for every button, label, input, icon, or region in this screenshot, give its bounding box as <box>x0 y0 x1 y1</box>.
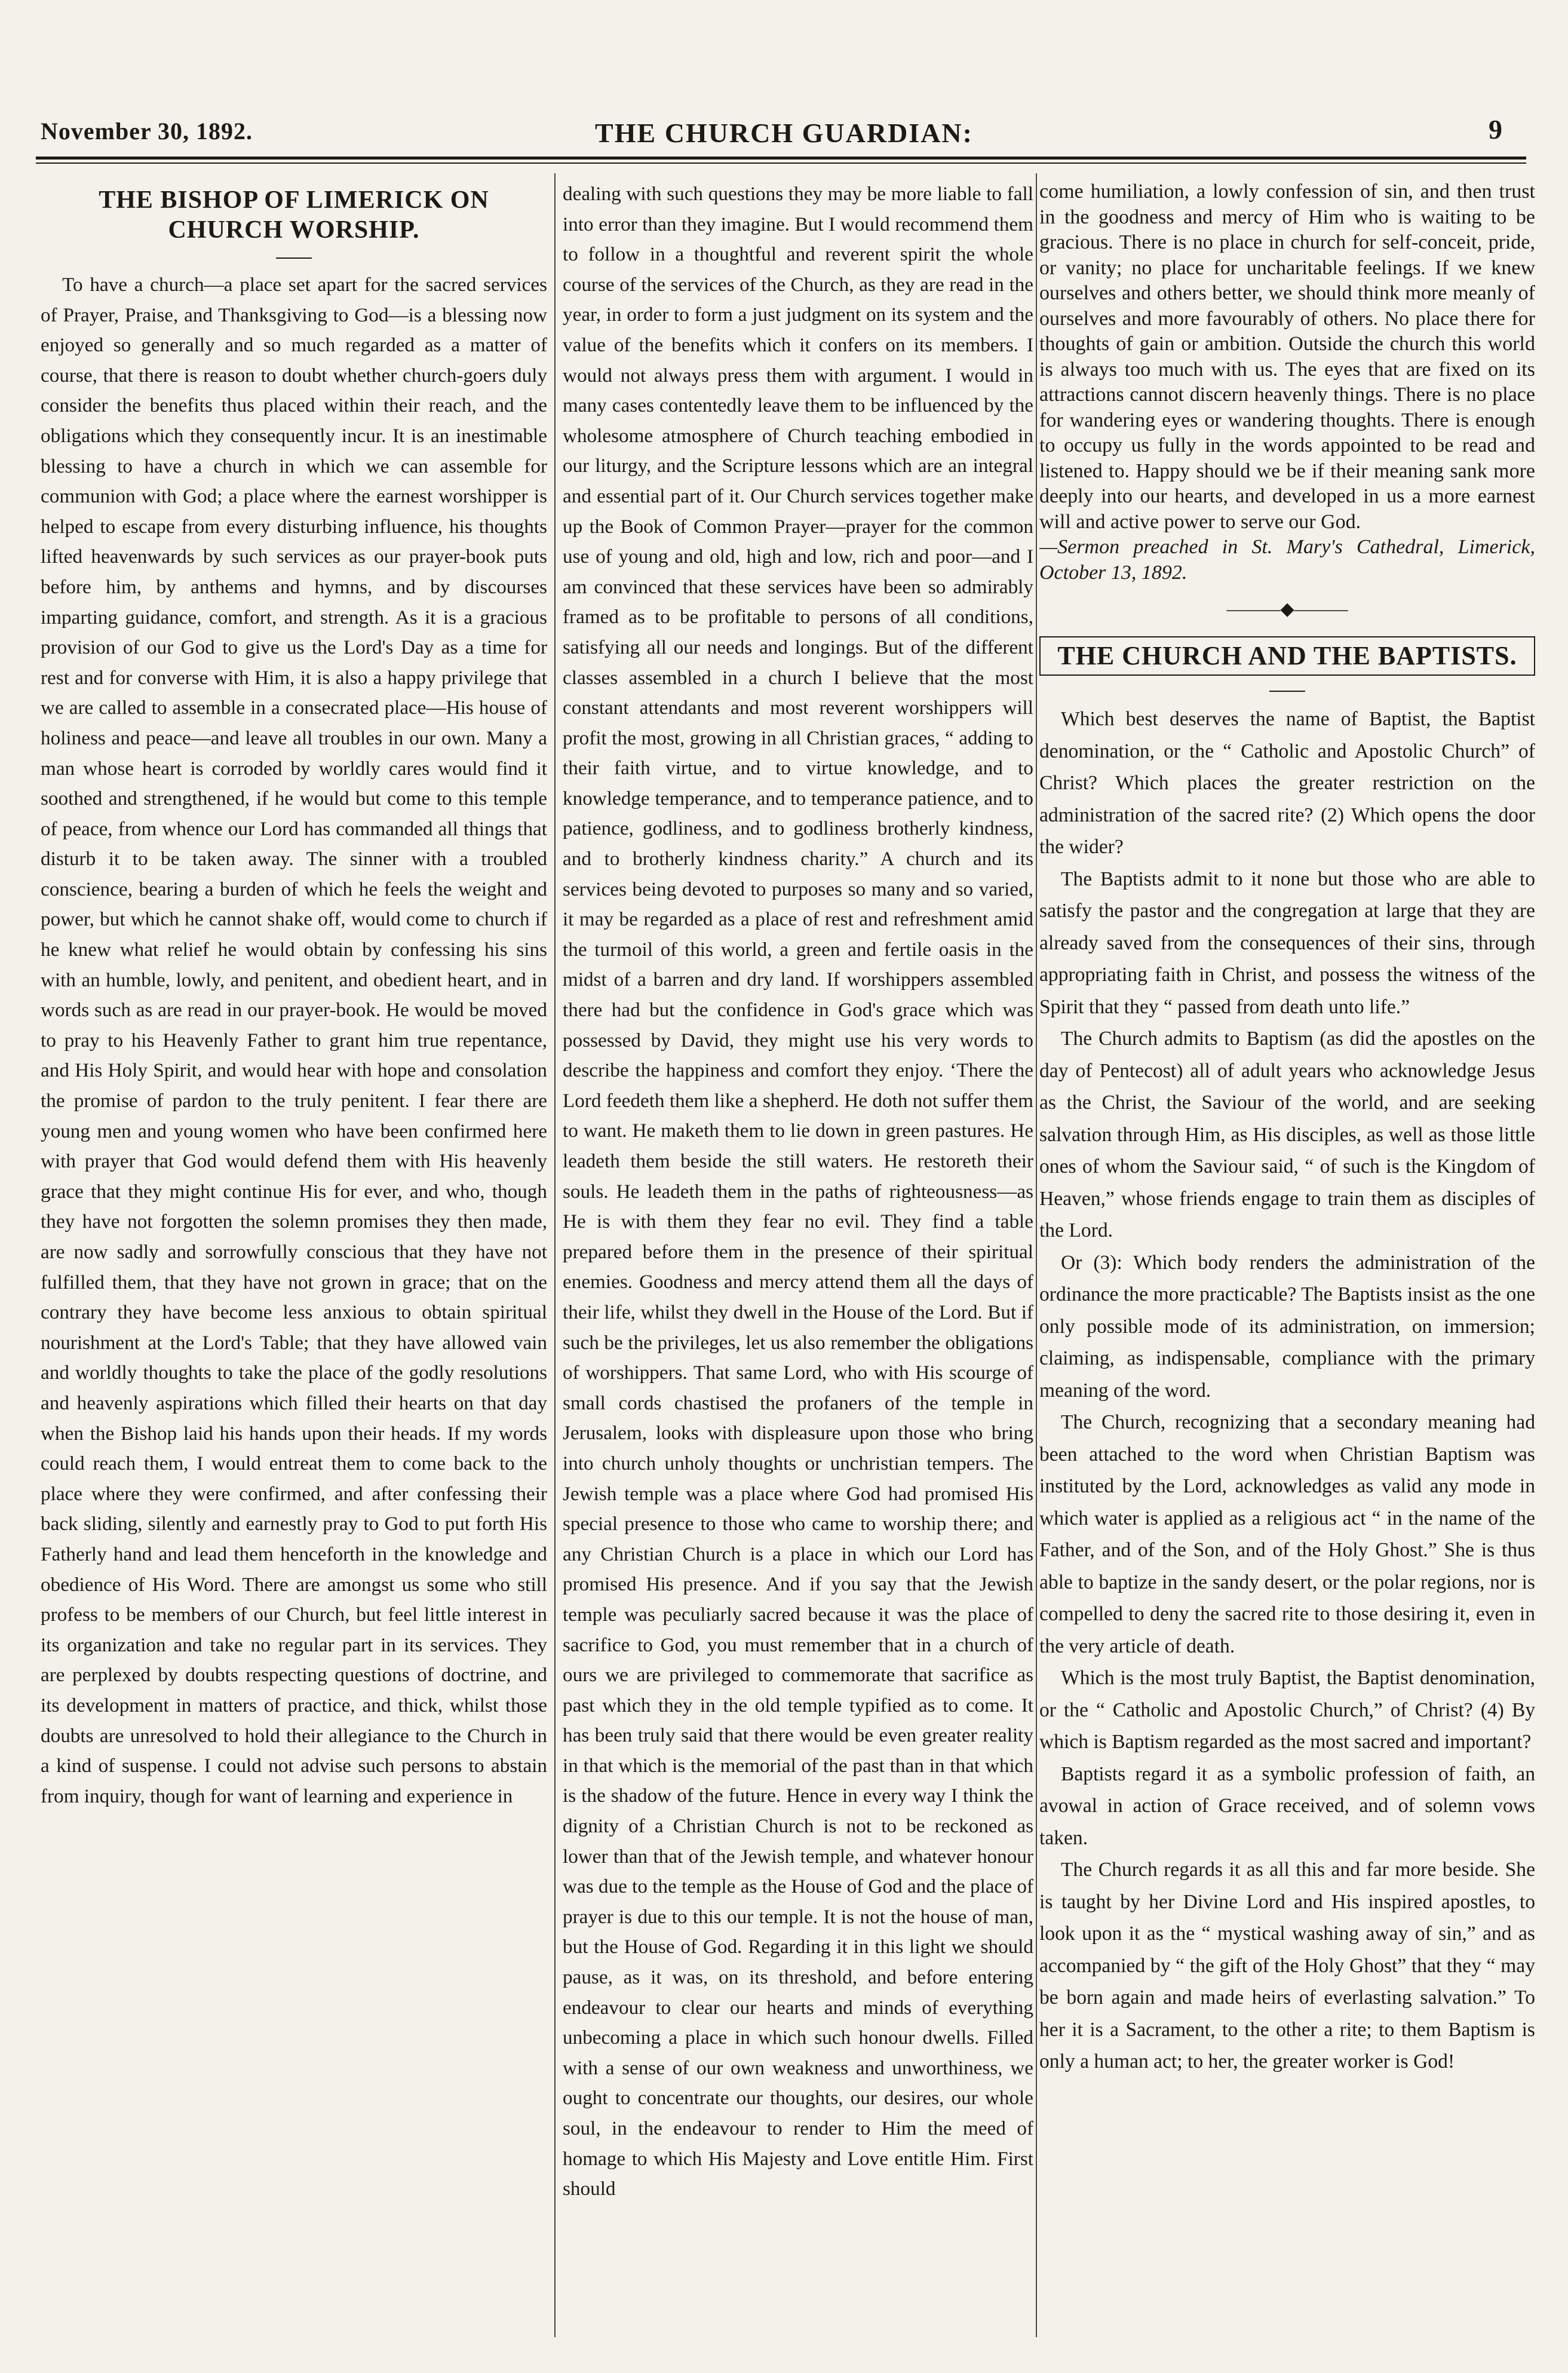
column-3 <box>1039 179 1535 2349</box>
paragraph: The Church, recognizing that a secondary meaning had been attached to the word when Christian Baptism was instituted by the Lord, acknowledges as valid any mode in which water is applied as a religious act “ in the name of the Father, and of the Son, and of the Holy Ghost.” She is thus able to baptize in the sandy desert, or the polar regions, nor is compelled to deny the sacred rite to those desiring it, even in the very article of death. <box>1039 1411 1535 1657</box>
masthead <box>0 114 1568 153</box>
column-2 <box>563 179 1033 2349</box>
paragraph: Which is the most truly Baptist, the Baptist denomination, or the “ Catholic and Apostolic Church,” of Christ? (4) By which is Baptism regarded as the most sacred and important? <box>1039 1667 1535 1753</box>
article-headline: THE CHURCH AND THE BAPTISTS. <box>1039 636 1535 676</box>
headline-divider <box>1039 684 1535 695</box>
article-body-continued <box>563 179 1033 2205</box>
paragraph: Or (3): Which body renders the administration of the ordinance the more practicable? The Baptists insist as the one only possible mode of its administration, on immersion; claiming, as indispensable, compliance with the primary meaning of the word. <box>1039 1251 1535 1402</box>
article-body <box>1039 703 1535 2078</box>
paragraph: The Church admits to Baptism (as did the apostles on the day of Pentecost) all of adult years who acknowledge Jesus as the Christ, the Saviour of the world, and are seeking salvation through Him, as His disciples, as well as those little ones of whom the Saviour said, “ of such is the Kingdom of Heaven,” whose friends engage to train them as disciples of the Lord. <box>1039 1028 1535 1241</box>
paragraph: come humiliation, a lowly confession of sin, and then trust in the goodness and mercy of Him who is waiting to be gracious. There is no place in church for self-conceit, pride, or vanity; no place for uncharitable feelings. If we knew ourselves and others better, we should think more meanly of ourselves and more favourably of others. No place there for thoughts of gain or ambition. Outside the church this world is always too much with us. The eyes that are fixed on its attractions cannot discern heavenly things. There is no place for wandering eyes or wandering thoughts. There is enough to occupy us fully in the words appointed to be read and listened to. Happy should we be if their meaning sank more deeply into our hearts, and developed in us a more earnest will and active power to serve our God. <box>1039 180 1535 533</box>
article-body <box>41 270 547 1811</box>
ornament-divider: ———◆——— <box>1226 599 1348 619</box>
paragraph: Baptists regard it as a symbolic profession of faith, an avowal in action of Grace received, and of solemn vows taken. <box>1039 1762 1535 1849</box>
column-divider <box>1036 173 1037 2337</box>
article-body-continued <box>1039 179 1535 585</box>
masthead-rule <box>36 157 1526 160</box>
column-divider <box>554 173 556 2337</box>
article-source-signature: —Sermon preached in St. Mary's Cathedral, Limerick, October 13, 1892. <box>1039 536 1535 584</box>
paragraph: To have a church—a place set apart for the sacred services of Prayer, Praise, and Thanksgiving to God—is a blessing now enjoyed so generally and so much regarded as a matter of course, that there is reason to doubt whether church-goers duly consider the benefits thus placed within their reach, and the obligations which they consequently incur. It is an inestimable blessing to have a church in which we can assemble for communion with God; a place where the earnest worshipper is helped to escape from every disturbing influence, his thoughts lifted heavenwards by such services as our prayer-book puts before him, by anthems and hymns, and by discourses imparting guidance, comfort, and strength. As it is a gracious provision of our God to give us the Lord's Day as a time for rest and for converse with Him, it is also a happy privilege that we are called to assemble in a consecrated place—His house of holiness and peace—and leave all troubles in our own. Many a man whose heart is corroded by worldly cares would find it soothed and strengthened, if he would but come to this temple of peace, from whence our Lord has commanded all things that disturb it to be taken away. The sinner with a troubled conscience, bearing a burden of which he feels the weight and power, but which he cannot shake off, would come to church if he knew what relief he would obtain by confessing his sins with an humble, lowly, and penitent, and obedient heart, and in words such as are read in our prayer-book. He would be moved to pray to his Heavenly Father to grant him true repentance, and His Holy Spirit, and would hear with hope and consolation the promise of pardon to the truly penitent. I fear there are young men and young women who have been confirmed here with prayer that God would defend them with His heavenly grace that they might continue His for ever, and who, though they have not forgotten the solemn promises they then made, are now sadly and sorrowfully conscious that they have not fulfilled them, that they have not grown in grace; that on the contrary they have become less anxious to obtain spiritual nourishment at the Lord's Table; that they have allowed vain and worldly thoughts to take the place of the godly resolutions and heavenly aspirations which filled their hearts on that day when the Bishop laid his hands upon their heads. If my words could reach them, I would entreat them to come back to the place where they were confirmed, and after confessing their back sliding, silently and earnestly pray to God to put forth His Fatherly hand and lead them henceforth in the knowledge and obedience of His Word. There are amongst us some who still profess to be members of our Church, but feel little interest in its organization and take no regular part in its services. They are perplexed by doubts respecting questions of doctrine, and its development in matters of practice, and thick, whilst those doubts are unresolved to hold their allegiance to the Church in a kind of suspense. I could not advise such persons to abstain from inquiry, though for want of learning and experience in <box>41 274 547 1807</box>
issue-date: November 30, 1892. <box>41 118 253 145</box>
paragraph: The Baptists admit to it none but those who are able to satisfy the pastor and the congregation at large that they are already saved from the consequences of their sins, through appropriating faith in Christ, and possess the witness of the Spirit that they “ passed from death unto life.” <box>1039 867 1535 1018</box>
paragraph: dealing with such questions they may be more liable to fall into error than they imagine. But I would recommend them to follow in a thoughtful and reverent spirit the whole course of the services of the Church, as they are read in the year, in order to form a just judgment on its system and the value of the benefits which it confers on its members. I would not always press them with argument. I would in many cases contentedly leave them to be influenced by the wholesome atmosphere of Church teaching embodied in our liturgy, and the Scripture lessons which are an integral and essential part of it. Our Church services together make up the Book of Common Prayer—prayer for the common use of young and old, high and low, rich and poor—and I am convinced that these services have been so admirably framed as to be profitable to persons of all conditions, satisfying all our needs and longings. But of the different classes assembled in a church I believe that the most constant attendants and most reverent worshippers will profit the most, growing in all Christian graces, “ adding to their faith virtue, and to virtue knowledge, and to knowledge temperance, and to temperance patience, and to patience, godliness, and to godliness brotherly kindness, and to brotherly kindness charity.” A church and its services being devoted to purposes so many and so varied, it may be regarded as a place of rest and refreshment amid the turmoil of this world, a green and fertile oasis in the midst of a barren and dry land. If worshippers assembled there had but the confidence in God's grace which was possessed by David, they might use his very words to describe the happiness and comfort they enjoy. ‘There the Lord feedeth them like a shepherd. He doth not suffer them to want. He maketh them to lie down in green pastures. He leadeth them beside the still waters. He restoreth their souls. He leadeth them in the paths of righteousness—as He is with them they fear no evil. They find a table prepared before them in the presence of their spiritual enemies. Goodness and mercy attend them all the days of their life, whilst they dwell in the House of the Lord. But if such be the privileges, let us also remember the obligations of worshippers. That same Lord, who with His scourge of small cords chastised the profaners of the temple in Jerusalem, looks with displeasure upon those who bring into church unholy thoughts or unchristian tempers. The Jewish temple was a place where God had promised His special presence to those who came to worship there; and any Christian Church is a place in which our Lord has promised His presence. And if you say that the Jewish temple was peculiarly sacred because it was the place of sacrifice to God, you must remember that in a church of ours we are privileged to commemorate that sacrifice as past which they in the old temple typified as to come. It has been truly said that there would be even greater reality in that which is the memorial of the past than in that which is the shadow of the future. Hence in every way I think the dignity of a Christian Church is not to be reckoned as lower than that of the Jewish temple, and whatever honour was due to the temple as the House of God and the place of prayer is due to this our temple. It is not the house of man, but the House of God. Regarding it in this light we should pause, as it was, on its threshold, and before entering endeavour to clear our hearts and minds of everything unbecoming a place in which such honour dwells. Filled with a sense of our own weakness and unworthiness, we ought to concentrate our thoughts, our desires, our whole soul, in the endeavour to render to Him the meed of homage to which His Majesty and Love entitle Him. First should <box>563 183 1033 2200</box>
headline-divider <box>41 251 547 262</box>
column-1 <box>41 179 547 2349</box>
newspaper-title: THE CHURCH GUARDIAN: <box>595 118 973 148</box>
article-headline: THE BISHOP OF LIMERICK ON CHURCH WORSHIP. <box>99 186 489 244</box>
page-number: 9 <box>1489 114 1502 145</box>
paragraph: The Church regards it as all this and far more beside. She is taught by her Divine Lord and His inspired apostles, to look upon it as the “ mystical washing away of sin,” and as accompanied by “ the gift of the Holy Ghost” that they “ may be born again and made heirs of everlasting salvation.” To her it is a Sacrament, to the other a rite; to them Baptism is only a human act; to her, the greater worker is God! <box>1039 1859 1535 2072</box>
masthead-rule-thin <box>36 163 1526 164</box>
paragraph: Which best deserves the name of Baptist, the Baptist denomination, or the “ Catholic and Apostolic Church” of Christ? Which places the greater restriction on the administration of the sacred rite? (2) Which opens the door the wider? <box>1039 708 1535 858</box>
